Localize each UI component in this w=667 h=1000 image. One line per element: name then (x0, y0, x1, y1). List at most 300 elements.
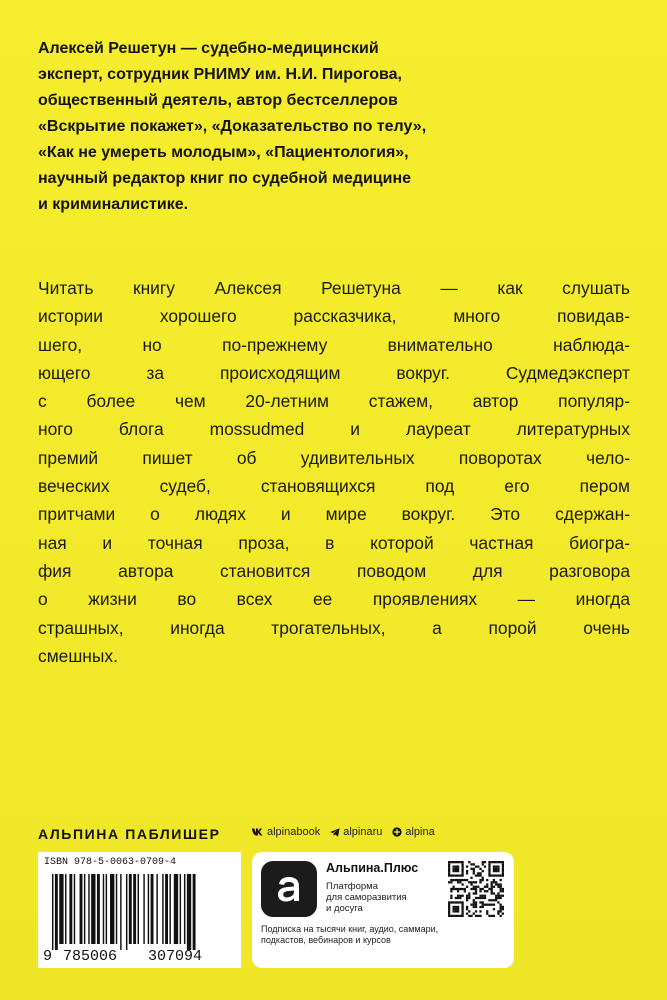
qr-module (475, 915, 477, 917)
author-bio-line: «Как не умереть молодым», «Пациентология», (38, 144, 409, 161)
barcode-bar (169, 874, 170, 944)
qr-module (484, 865, 486, 867)
promo-subtitle-line: Платформа (326, 881, 378, 892)
qr-module (482, 901, 484, 903)
qr-module (450, 881, 452, 883)
qr-module (459, 901, 461, 903)
qr-module (470, 888, 472, 890)
qr-module (500, 915, 502, 917)
qr-module (448, 870, 450, 872)
qr-module (459, 888, 461, 890)
qr-module (461, 888, 463, 890)
qr-module (452, 888, 454, 890)
qr-module (477, 874, 479, 876)
qr-module (491, 915, 493, 917)
qr-module (475, 888, 477, 890)
qr-module (491, 899, 493, 901)
qr-module (497, 910, 499, 912)
isbn-label: ISBN 978-5-0063-0709-4 (44, 857, 177, 868)
qr-module (495, 870, 497, 872)
barcode-digit-group: 307094 (148, 948, 203, 965)
qr-module (461, 904, 463, 906)
qr-module (470, 877, 472, 879)
qr-module (497, 874, 499, 876)
qr-module (493, 861, 495, 863)
qr-module (500, 888, 502, 890)
qr-module (448, 904, 450, 906)
qr-module (461, 861, 463, 863)
qr-module (488, 899, 490, 901)
qr-module (500, 904, 502, 906)
qr-module (500, 897, 502, 899)
barcode-bar (74, 874, 75, 944)
qr-module (493, 886, 495, 888)
qr-module (468, 881, 470, 883)
qr-module (493, 892, 495, 894)
qr-module (461, 901, 463, 903)
barcode-bar (151, 874, 154, 944)
qr-module (497, 892, 499, 894)
qr-module (495, 899, 497, 901)
qr-module (459, 879, 461, 881)
description-line: ющего за происходящим вокруг. Судмедэксперт (38, 362, 630, 383)
barcode-digit-group: 9 (43, 948, 53, 965)
qr-module (461, 865, 463, 867)
promo-note-line: подкастов, вебинаров и курсов (261, 935, 391, 945)
qr-module (493, 868, 495, 870)
qr-module (466, 913, 468, 915)
qr-module (461, 895, 463, 897)
qr-module (482, 877, 484, 879)
qr-module (457, 865, 459, 867)
qr-module (497, 868, 499, 870)
barcode-bar (126, 874, 127, 950)
qr-module (486, 879, 488, 881)
qr-module (468, 892, 470, 894)
description-line: фия автора становится поводом для разговора (38, 560, 630, 581)
qr-module (484, 897, 486, 899)
description-line: смешных. (38, 645, 118, 666)
qr-module (500, 910, 502, 912)
qr-module (488, 870, 490, 872)
description-line: веческих судеб, становящихся под его пером (38, 476, 630, 497)
qr-module (455, 868, 457, 870)
barcode-bar (55, 874, 58, 950)
qr-module (502, 865, 504, 867)
qr-module (470, 868, 472, 870)
barcode-bar (88, 874, 89, 944)
qr-module (493, 915, 495, 917)
qr-module (457, 908, 459, 910)
qr-module (493, 870, 495, 872)
qr-module (491, 888, 493, 890)
qr-module (502, 861, 504, 863)
qr-module (455, 906, 457, 908)
qr-module (500, 886, 502, 888)
barcode-bar (59, 874, 63, 944)
qr-module (502, 874, 504, 876)
description-line: с более чем 20-летним стажем, автор популяр- (38, 391, 630, 412)
barcode-bar (138, 874, 139, 944)
qr-module (461, 870, 463, 872)
social-link-alpina[interactable] (392, 826, 434, 838)
social-link-label: alpinabook (267, 826, 321, 838)
qr-module (461, 883, 463, 885)
promo-note (261, 924, 438, 946)
qr-module (448, 872, 450, 874)
qr-module (491, 886, 493, 888)
qr-module (457, 868, 459, 870)
qr-module (475, 890, 477, 892)
barcode-bar (97, 874, 100, 944)
qr-module (479, 901, 481, 903)
qr-module (464, 879, 466, 881)
social-link-vk[interactable] (252, 826, 320, 838)
author-bio-line: научный редактор книг по судебной медицине (38, 170, 412, 187)
qr-module (461, 906, 463, 908)
qr-module (493, 904, 495, 906)
qr-module (457, 895, 459, 897)
qr-module (452, 901, 454, 903)
qr-module (457, 906, 459, 908)
author-bio-line: и криминалистике. (38, 196, 189, 213)
qr-module (448, 881, 450, 883)
barcode-bar (129, 874, 132, 944)
qr-module (479, 915, 481, 917)
qr-module (466, 872, 468, 874)
qr-module (455, 874, 457, 876)
barcode-bar (165, 874, 168, 944)
qr-module (488, 861, 490, 863)
qr-module (482, 906, 484, 908)
qr-module (461, 874, 463, 876)
author-bio-line: «Вскрытие покажет», «Доказательство по телу», (38, 118, 427, 135)
qr-module (500, 861, 502, 863)
barcode-bar (84, 874, 85, 944)
author-bio (38, 36, 630, 218)
qr-module (502, 913, 504, 915)
qr-module (450, 861, 452, 863)
qr-module (484, 886, 486, 888)
qr-module (497, 883, 499, 885)
qr-module (448, 913, 450, 915)
qr-module (461, 910, 463, 912)
qr-module (475, 886, 477, 888)
qr-module (452, 870, 454, 872)
qr-module (475, 881, 477, 883)
qr-module (479, 897, 481, 899)
qr-module (497, 870, 499, 872)
qr-module (470, 915, 472, 917)
author-bio-line: эксперт, сотрудник РНИМУ им. Н.И. Пирогова, (38, 66, 402, 83)
alpina-icon (392, 827, 402, 837)
barcode-bar (52, 874, 53, 950)
barcode-panel (38, 852, 241, 968)
qr-module (493, 899, 495, 901)
qr-module (488, 904, 490, 906)
qr-module (457, 879, 459, 881)
qr-module (473, 913, 475, 915)
promo-subtitle-line: и досуга (326, 903, 363, 914)
qr-module (479, 895, 481, 897)
qr-module (455, 908, 457, 910)
qr-module (468, 915, 470, 917)
alpina-a-glyph-icon (272, 872, 306, 906)
barcode-bar (91, 874, 95, 944)
qr-module (448, 901, 450, 903)
qr-module (502, 888, 504, 890)
qr-module (452, 908, 454, 910)
qr-module (468, 910, 470, 912)
qr-module (500, 874, 502, 876)
qr-module (455, 897, 457, 899)
qr-module (475, 910, 477, 912)
qr-module (461, 879, 463, 881)
qr-module (482, 897, 484, 899)
qr-module (502, 895, 504, 897)
barcode-bar (110, 874, 114, 944)
qr-module (482, 895, 484, 897)
qr-module (488, 863, 490, 865)
qr-module (473, 904, 475, 906)
qr-module (455, 879, 457, 881)
qr-module (473, 881, 475, 883)
barcode-bar (174, 874, 178, 944)
qr-module (450, 879, 452, 881)
qr-module (473, 863, 475, 865)
barcode-bars (52, 874, 232, 950)
qr-module (466, 865, 468, 867)
qr-module (455, 870, 457, 872)
qr-module (477, 872, 479, 874)
qr-module (491, 883, 493, 885)
alpina-plus-logo-icon (261, 861, 317, 917)
qr-module (448, 874, 450, 876)
qr-module (457, 881, 459, 883)
barcode-bar (65, 874, 66, 944)
qr-module (461, 913, 463, 915)
qr-module (459, 895, 461, 897)
qr-module (479, 868, 481, 870)
qr-module (448, 906, 450, 908)
barcode-bar (120, 874, 121, 950)
qr-module (502, 863, 504, 865)
qr-module (452, 861, 454, 863)
qr-module (473, 906, 475, 908)
barcode-bar (143, 874, 144, 944)
qr-module (457, 890, 459, 892)
qr-module (497, 861, 499, 863)
qr-module (470, 883, 472, 885)
qr-module (497, 865, 499, 867)
qr-module (491, 861, 493, 863)
qr-module (486, 890, 488, 892)
promo-title: Альпина.Плюс (326, 861, 419, 875)
social-link-label: alpina (405, 826, 435, 838)
qr-module (461, 868, 463, 870)
qr-module (466, 899, 468, 901)
qr-module (466, 897, 468, 899)
barcode-bar (184, 874, 185, 944)
qr-module (457, 901, 459, 903)
qr-module (500, 895, 502, 897)
qr-module (502, 906, 504, 908)
barcode-bar (156, 874, 157, 944)
qr-module (470, 863, 472, 865)
qr-module (466, 906, 468, 908)
social-link-label: alpinaru (343, 826, 383, 838)
barcode-bar (187, 874, 191, 950)
qr-module (488, 868, 490, 870)
barcode-digit-group: 785006 (63, 948, 118, 965)
barcode-bar (69, 874, 72, 944)
qr-module (488, 915, 490, 917)
author-bio-line: Алексей Решетун — судебно-медицинский (38, 40, 379, 57)
qr-module (493, 908, 495, 910)
qr-module (495, 897, 497, 899)
qr-module (452, 865, 454, 867)
qr-module (491, 892, 493, 894)
qr-module (468, 897, 470, 899)
qr-module (495, 874, 497, 876)
qr-module (500, 890, 502, 892)
qr-module (459, 881, 461, 883)
qr-module (482, 879, 484, 881)
qr-module (448, 863, 450, 865)
qr-module (497, 895, 499, 897)
qr-module (484, 904, 486, 906)
barcode-bar (133, 874, 136, 944)
qr-module (502, 870, 504, 872)
qr-module (491, 904, 493, 906)
qr-module (475, 901, 477, 903)
promo-subtitle-line: для саморазвития (326, 892, 407, 903)
qr-module (455, 888, 457, 890)
qr-module (477, 897, 479, 899)
qr-module (461, 915, 463, 917)
qr-module (495, 881, 497, 883)
qr-module (479, 890, 481, 892)
qr-module (452, 874, 454, 876)
qr-module (457, 861, 459, 863)
description-line: премий пишет об удивительных поворотах чело- (38, 447, 630, 468)
qr-module (475, 892, 477, 894)
qr-module (482, 904, 484, 906)
qr-module (452, 886, 454, 888)
qr-module (448, 865, 450, 867)
qr-module (491, 890, 493, 892)
barcode-bar (116, 874, 117, 944)
social-links (252, 826, 435, 838)
qr-module (479, 910, 481, 912)
qr-module (455, 865, 457, 867)
promo-note-line: Подписка на тысячи книг, аудио, саммари, (261, 924, 439, 934)
promo-subtitle (326, 881, 407, 914)
telegram-icon (330, 828, 340, 837)
qr-module (448, 910, 450, 912)
qr-module (470, 904, 472, 906)
qr-module (452, 906, 454, 908)
qr-module (475, 874, 477, 876)
qr-module (502, 872, 504, 874)
description-line: о жизни во всех ее проявлениях — иногда (38, 589, 630, 610)
qr-module (470, 881, 472, 883)
qr-module (495, 868, 497, 870)
qr-code[interactable] (448, 861, 504, 917)
qr-module (473, 888, 475, 890)
qr-module (468, 895, 470, 897)
qr-module (459, 915, 461, 917)
qr-module (455, 901, 457, 903)
qr-module (500, 906, 502, 908)
author-bio-line: общественный деятель, автор бестселлеров (38, 92, 398, 109)
barcode-bar (106, 874, 107, 944)
qr-module (495, 865, 497, 867)
qr-module (450, 897, 452, 899)
qr-module (500, 879, 502, 881)
qr-module (455, 861, 457, 863)
qr-module (473, 886, 475, 888)
qr-module (479, 906, 481, 908)
qr-module (479, 881, 481, 883)
qr-module (479, 879, 481, 881)
qr-module (459, 897, 461, 899)
description-line: притчами о людях и мире вокруг. Это сдержан- (38, 504, 630, 525)
qr-module (497, 897, 499, 899)
alpina-plus-promo[interactable] (252, 852, 514, 968)
publisher-logo: АЛЬПИНА ПАБЛИШЕР (38, 826, 221, 842)
barcode-bar (80, 874, 83, 944)
qr-module (468, 861, 470, 863)
qr-module (452, 910, 454, 912)
qr-module (475, 906, 477, 908)
qr-module (484, 861, 486, 863)
qr-module (502, 868, 504, 870)
qr-module (450, 890, 452, 892)
qr-module (493, 879, 495, 881)
qr-module (450, 895, 452, 897)
qr-module (457, 874, 459, 876)
qr-module (477, 865, 479, 867)
qr-module (457, 888, 459, 890)
qr-module (495, 883, 497, 885)
qr-module (482, 888, 484, 890)
qr-module (461, 872, 463, 874)
qr-module (502, 908, 504, 910)
qr-module (497, 886, 499, 888)
qr-module (477, 886, 479, 888)
social-link-telegram[interactable] (330, 826, 382, 838)
qr-module (457, 897, 459, 899)
qr-module (457, 870, 459, 872)
description-line: истории хорошего рассказчика, много повидав- (38, 306, 630, 327)
qr-module (482, 870, 484, 872)
qr-module (466, 908, 468, 910)
qr-module (450, 915, 452, 917)
description-line: Читать книгу Алексея Решетуна — как слушать (38, 278, 630, 298)
book-description (38, 274, 630, 670)
qr-module (482, 863, 484, 865)
qr-module (475, 897, 477, 899)
qr-module (473, 892, 475, 894)
qr-module (466, 870, 468, 872)
qr-module (477, 915, 479, 917)
qr-module (473, 872, 475, 874)
qr-module (486, 886, 488, 888)
qr-module (455, 915, 457, 917)
qr-module (455, 910, 457, 912)
qr-module (500, 883, 502, 885)
